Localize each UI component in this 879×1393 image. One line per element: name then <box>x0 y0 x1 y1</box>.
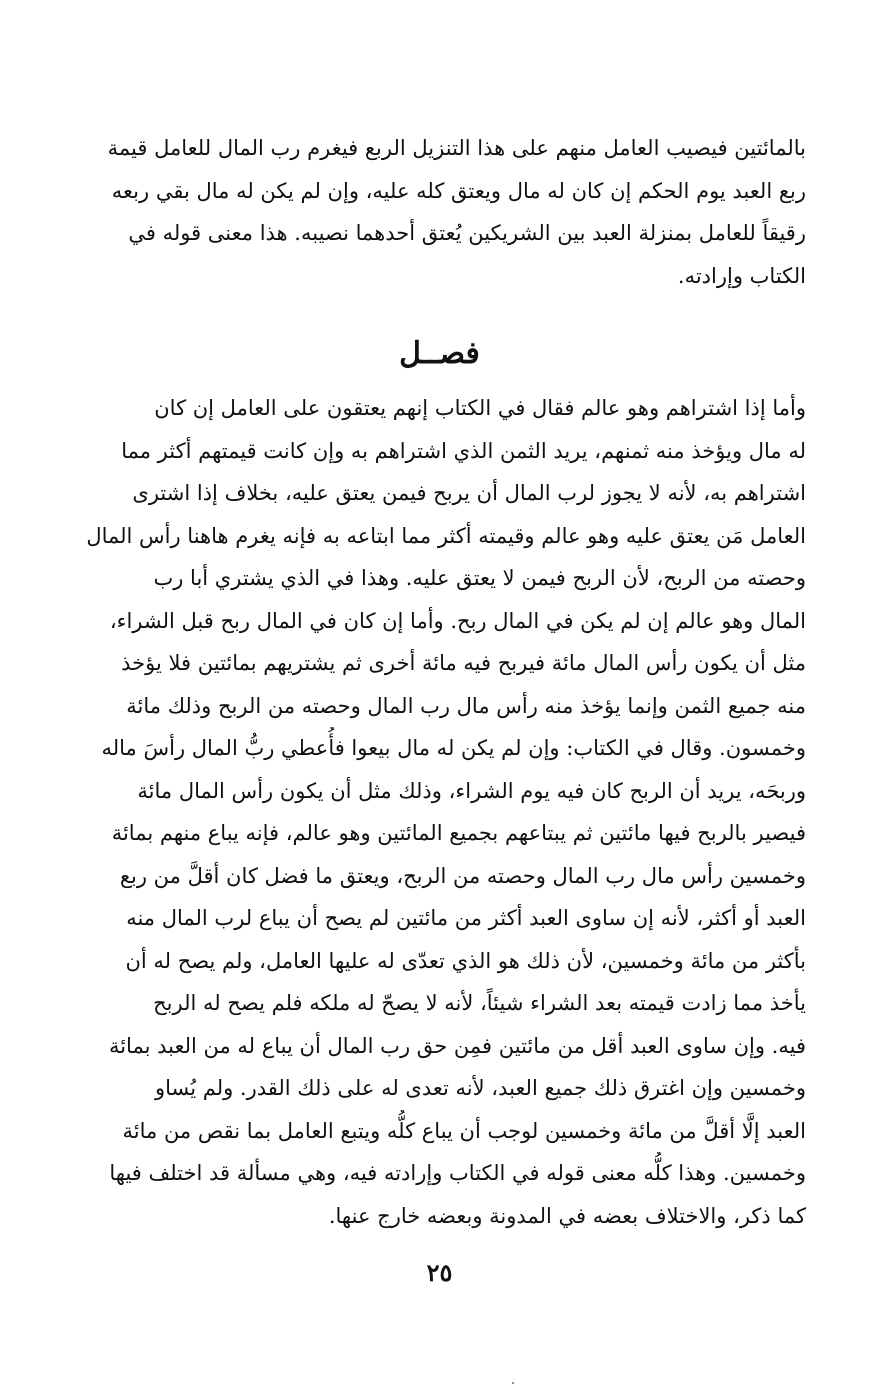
text-line: منه جميع الثمن وإنما يؤخذ منه رأس مال رب المال وحصته من الربح وذلك مائة <box>126 693 806 718</box>
text-line: العبد أو أكثر، لأنه إن ساوى العبد أكثر من مائتين لم يصح أن يباع لرب المال منه <box>126 906 806 930</box>
text-line: له مال ويؤخذ منه ثمنهم، يريد الثمن الذي اشتراهم به وإن كانت قيمتهم أكثر مما <box>121 438 806 463</box>
text-line: رقيقاً للعامل بمنزلة العبد بين الشريكين يُعتق أحدهما نصيبه. هذا معنى قوله في <box>128 221 806 245</box>
text-line: وخمسين وإن اغترق ذلك جميع العبد، لأنه تعدى له على ذلك القدر. ولم يُساو <box>154 1076 806 1100</box>
text-line: بأكثر من مائة وخمسين، لأن ذلك هو الذي تعدّى له عليها العامل، ولم يصح له أن <box>125 948 806 973</box>
text-line: اشتراهم به، لأنه لا يجوز لرب المال أن يربح فيمن يعتق عليه، بخلاف إذا اشترى <box>132 481 806 505</box>
text-line: العبد إلَّا أقلَّ من مائة وخمسين لوجب أن يباع كلُّه ويتبع العامل بما نقص من مائة <box>122 1118 806 1143</box>
paragraph-1 <box>76 127 806 297</box>
section-heading: فصــل <box>399 336 480 371</box>
text-line: وخمسين. وهذا كلُّه معنى قوله في الكتاب وإرادته فيه، وهي مسألة قد اختلف فيها <box>109 1161 806 1185</box>
text-line: فيه. وإن ساوى العبد أقل من مائتين فمِن حق رب المال أن يباع له من العبد بمائة <box>108 1033 806 1058</box>
text-line: يأخذ مما زادت قيمته بعد الشراء شيئاً، لأنه لا يصحّ له ملكه فلم يصح له الربح <box>153 991 806 1015</box>
text-line: فيصير بالربح فيها مائتين ثم يبتاعهم بجميع المائتين وهو عالم، فإنه يباع منهم بمائة <box>111 821 806 845</box>
text-line: كما ذكر، والاختلاف بعضه في المدونة وبعضه خارج عنها. <box>328 1203 806 1228</box>
paragraph-2 <box>76 387 806 1237</box>
text-line: وخمسون. وقال في الكتاب: وإن لم يكن له مال بيعوا فأُعطي ربُّ المال رأسَ ماله <box>101 736 806 760</box>
text-line: وحصته من الربح، لأن الربح فيمن لا يعتق عليه. وهذا في الذي يشتري أبا رب <box>153 566 806 590</box>
text-line: الكتاب وإرادته. <box>677 263 806 288</box>
page-number: ٢٥ <box>426 1258 453 1287</box>
text-line: وربحَه، يريد أن الربح كان فيه يوم الشراء، وذلك مثل أن يكون رأس المال مائة <box>137 778 806 803</box>
text-line: بالمائتين فيصيب العامل منهم على هذا التنزيل الربع فيغرم رب المال للعامل قيمة <box>107 136 806 160</box>
text-line: وخمسين رأس مال رب المال وحصته من الربح، ويعتق ما فضل كان أقلَّ من ربع <box>119 863 806 888</box>
text-line: العامل مَن يعتق عليه وهو عالم وقيمته أكثر مما ابتاعه به فإنه يغرم هاهنا رأس المال <box>86 523 806 548</box>
text-line: وأما إذا اشتراهم وهو عالم فقال في الكتاب إنهم يعتقون على العامل إن كان <box>154 396 806 420</box>
text-line: المال وهو عالم إن لم يكن في المال ربح. وأما إن كان في المال ربح قبل الشراء، <box>109 608 806 633</box>
scan-speck <box>512 1382 514 1384</box>
text-line: مثل أن يكون رأس المال مائة فيربح فيه مائة أخرى ثم يشتريهم بمائتين فلا يؤخذ <box>121 651 806 675</box>
text-line: ربع العبد يوم الحكم إن كان له مال ويعتق كله عليه، وإن لم يكن له مال بقي ربعه <box>111 178 806 203</box>
